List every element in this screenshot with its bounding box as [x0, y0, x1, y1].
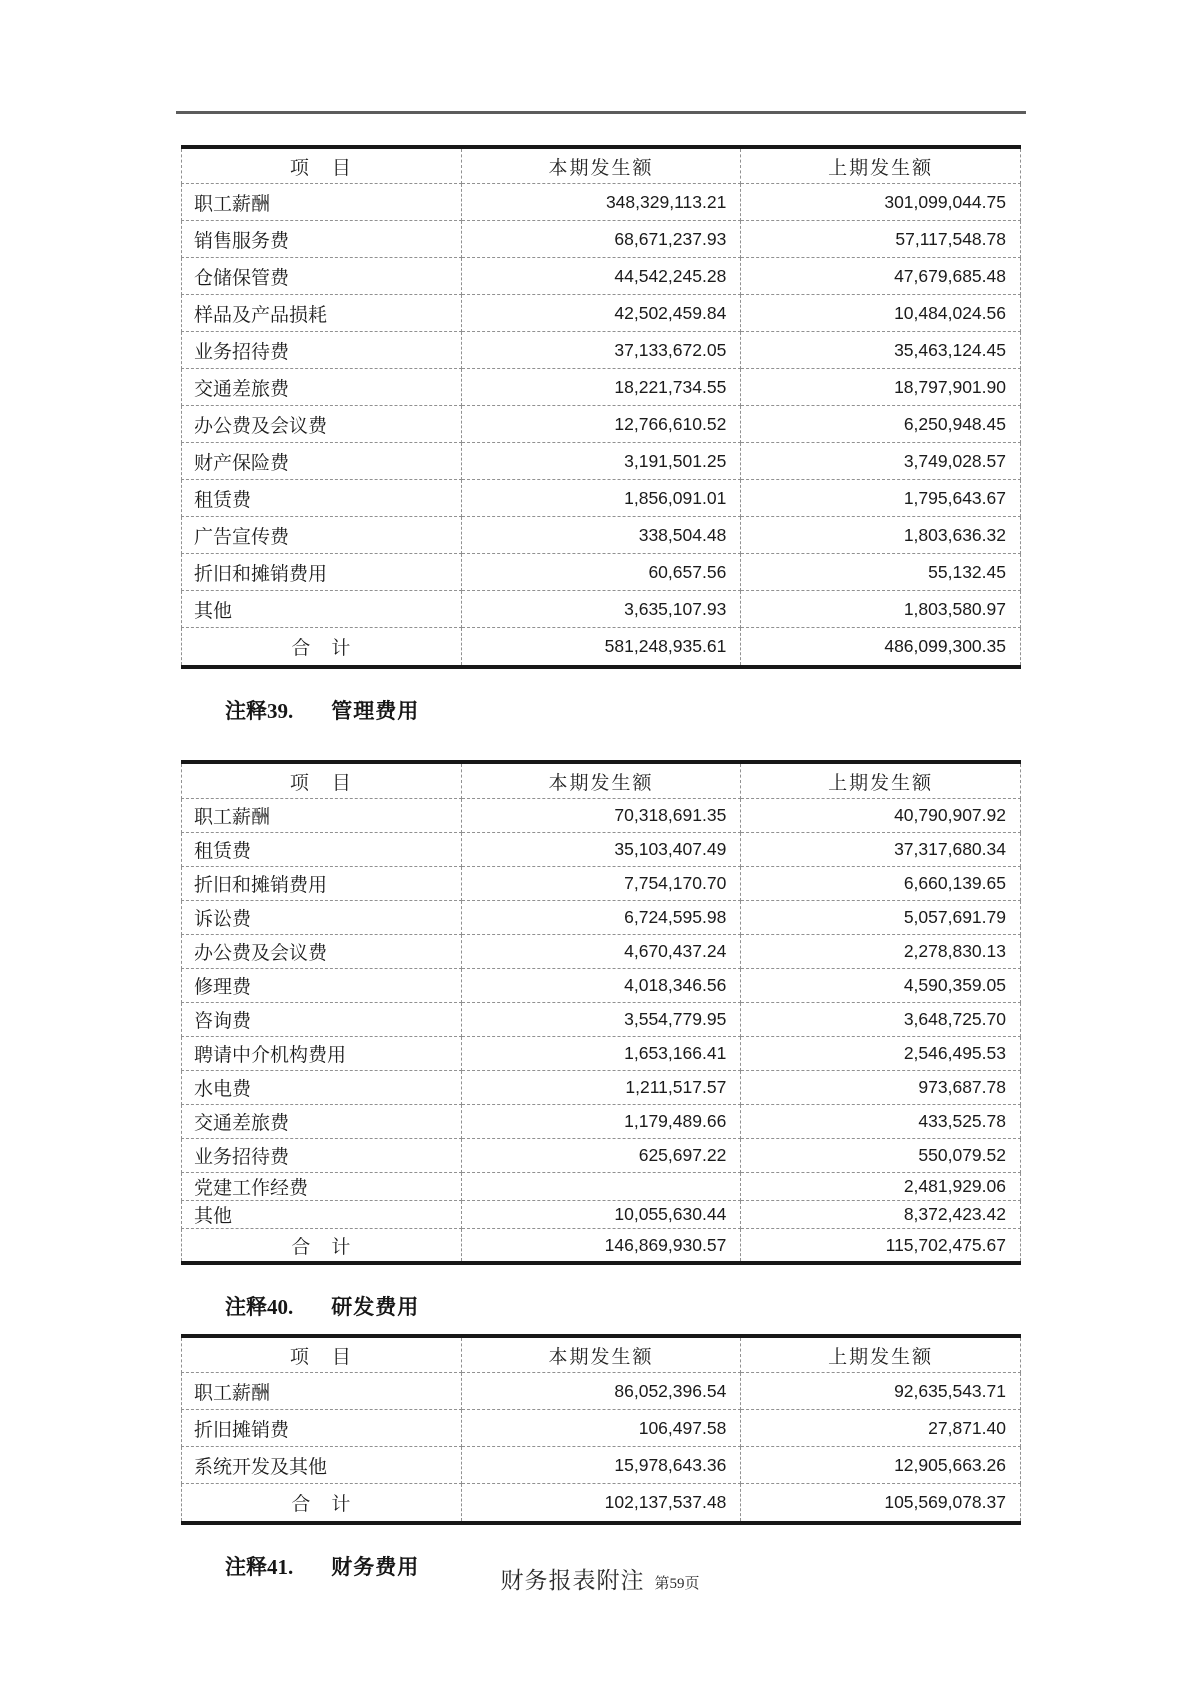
rd-expenses-table	[181, 1334, 1021, 1525]
item-label: 仓储保管费	[182, 258, 462, 295]
table-row	[182, 901, 1021, 935]
document-body	[181, 145, 1021, 1582]
current-amount: 106,497.58	[461, 1410, 741, 1447]
table-row	[182, 1173, 1021, 1201]
total-row	[182, 1484, 1021, 1524]
page-header-rule	[176, 111, 1026, 114]
prior-amount: 6,660,139.65	[741, 867, 1021, 901]
table-row	[182, 517, 1021, 554]
note-number: 注释41.	[225, 1555, 294, 1579]
table-row	[182, 867, 1021, 901]
prior-amount: 301,099,044.75	[741, 184, 1021, 221]
prior-amount: 973,687.78	[741, 1071, 1021, 1105]
item-label: 财产保险费	[182, 443, 462, 480]
column-header-current-period: 本期发生额	[461, 762, 741, 799]
current-amount: 4,018,346.56	[461, 969, 741, 1003]
current-amount: 3,554,779.95	[461, 1003, 741, 1037]
current-amount: 581,248,935.61	[461, 628, 741, 668]
item-label: 业务招待费	[182, 332, 462, 369]
admin-expenses-table	[181, 760, 1021, 1265]
table-header-row	[182, 147, 1021, 184]
table-row	[182, 443, 1021, 480]
item-label: 职工薪酬	[182, 799, 462, 833]
column-header-prior-period: 上期发生额	[741, 147, 1021, 184]
item-label: 折旧和摊销费用	[182, 867, 462, 901]
item-label: 党建工作经费	[182, 1173, 462, 1201]
note-title: 研发费用	[331, 1295, 420, 1319]
column-header-item: 项 目	[182, 147, 462, 184]
current-amount: 37,133,672.05	[461, 332, 741, 369]
item-label: 租赁费	[182, 833, 462, 867]
note-number: 注释40.	[225, 1295, 294, 1319]
prior-amount: 3,749,028.57	[741, 443, 1021, 480]
prior-amount: 550,079.52	[741, 1139, 1021, 1173]
current-amount: 7,754,170.70	[461, 867, 741, 901]
table-row	[182, 554, 1021, 591]
current-amount: 3,635,107.93	[461, 591, 741, 628]
item-label: 租赁费	[182, 480, 462, 517]
selling-expenses-detail-table	[181, 145, 1021, 669]
prior-amount: 35,463,124.45	[741, 332, 1021, 369]
prior-amount: 57,117,548.78	[741, 221, 1021, 258]
footer-page-number: 第59页	[654, 1576, 700, 1592]
item-label: 诉讼费	[182, 901, 462, 935]
current-amount: 15,978,643.36	[461, 1447, 741, 1484]
item-label: 办公费及会议费	[182, 406, 462, 443]
prior-amount: 3,648,725.70	[741, 1003, 1021, 1037]
current-amount: 625,697.22	[461, 1139, 741, 1173]
prior-amount: 55,132.45	[741, 554, 1021, 591]
item-label: 水电费	[182, 1071, 462, 1105]
column-header-current-period: 本期发生额	[461, 1336, 741, 1373]
item-label: 系统开发及其他	[182, 1447, 462, 1484]
item-label: 职工薪酬	[182, 1373, 462, 1410]
prior-amount: 486,099,300.35	[741, 628, 1021, 668]
table-row	[182, 480, 1021, 517]
table-row	[182, 591, 1021, 628]
prior-amount: 27,871.40	[741, 1410, 1021, 1447]
item-label: 合 计	[182, 1229, 462, 1264]
current-amount: 86,052,396.54	[461, 1373, 741, 1410]
footer-doc-title: 财务报表附注	[500, 1568, 645, 1593]
item-label: 其他	[182, 1201, 462, 1229]
table-row	[182, 969, 1021, 1003]
prior-amount: 4,590,359.05	[741, 969, 1021, 1003]
item-label: 合 计	[182, 628, 462, 668]
item-label: 交通差旅费	[182, 1105, 462, 1139]
current-amount: 4,670,437.24	[461, 935, 741, 969]
item-label: 职工薪酬	[182, 184, 462, 221]
note-39	[181, 697, 1021, 726]
prior-amount: 5,057,691.79	[741, 901, 1021, 935]
table-row	[182, 1071, 1021, 1105]
current-amount: 146,869,930.57	[461, 1229, 741, 1264]
prior-amount: 2,546,495.53	[741, 1037, 1021, 1071]
current-amount: 1,211,517.57	[461, 1071, 741, 1105]
table-row	[182, 406, 1021, 443]
total-row	[182, 628, 1021, 668]
item-label: 办公费及会议费	[182, 935, 462, 969]
item-label: 咨询费	[182, 1003, 462, 1037]
table-row	[182, 258, 1021, 295]
current-amount: 1,179,489.66	[461, 1105, 741, 1139]
prior-amount: 37,317,680.34	[741, 833, 1021, 867]
current-amount: 12,766,610.52	[461, 406, 741, 443]
page-footer	[0, 1562, 1200, 1595]
table-row	[182, 1447, 1021, 1484]
item-label: 修理费	[182, 969, 462, 1003]
prior-amount: 115,702,475.67	[741, 1229, 1021, 1264]
table-row	[182, 221, 1021, 258]
current-amount: 18,221,734.55	[461, 369, 741, 406]
column-header-item: 项 目	[182, 762, 462, 799]
item-label: 合 计	[182, 1484, 462, 1524]
item-label: 折旧摊销费	[182, 1410, 462, 1447]
table-row	[182, 369, 1021, 406]
current-amount: 6,724,595.98	[461, 901, 741, 935]
prior-amount: 10,484,024.56	[741, 295, 1021, 332]
item-label: 业务招待费	[182, 1139, 462, 1173]
note-title: 财务费用	[331, 1555, 420, 1579]
table-row	[182, 799, 1021, 833]
item-label: 样品及产品损耗	[182, 295, 462, 332]
prior-amount: 1,803,636.32	[741, 517, 1021, 554]
current-amount: 42,502,459.84	[461, 295, 741, 332]
table-row	[182, 1003, 1021, 1037]
prior-amount: 433,525.78	[741, 1105, 1021, 1139]
prior-amount: 18,797,901.90	[741, 369, 1021, 406]
note-40	[181, 1293, 1021, 1322]
prior-amount: 47,679,685.48	[741, 258, 1021, 295]
current-amount: 70,318,691.35	[461, 799, 741, 833]
item-label: 销售服务费	[182, 221, 462, 258]
prior-amount: 105,569,078.37	[741, 1484, 1021, 1524]
current-amount: 102,137,537.48	[461, 1484, 741, 1524]
current-amount: 338,504.48	[461, 517, 741, 554]
table-row	[182, 295, 1021, 332]
table-row	[182, 332, 1021, 369]
table-row	[182, 833, 1021, 867]
item-label: 聘请中介机构费用	[182, 1037, 462, 1071]
column-header-prior-period: 上期发生额	[741, 762, 1021, 799]
table-row	[182, 184, 1021, 221]
prior-amount: 2,481,929.06	[741, 1173, 1021, 1201]
item-label: 其他	[182, 591, 462, 628]
item-label: 折旧和摊销费用	[182, 554, 462, 591]
current-amount: 60,657.56	[461, 554, 741, 591]
table-row	[182, 1105, 1021, 1139]
table-row	[182, 1201, 1021, 1229]
table-row	[182, 1410, 1021, 1447]
current-amount: 348,329,113.21	[461, 184, 741, 221]
table-row	[182, 1037, 1021, 1071]
table-row	[182, 1139, 1021, 1173]
prior-amount: 6,250,948.45	[741, 406, 1021, 443]
current-amount: 1,856,091.01	[461, 480, 741, 517]
prior-amount: 12,905,663.26	[741, 1447, 1021, 1484]
item-label: 交通差旅费	[182, 369, 462, 406]
current-amount: 44,542,245.28	[461, 258, 741, 295]
prior-amount: 8,372,423.42	[741, 1201, 1021, 1229]
current-amount: 68,671,237.93	[461, 221, 741, 258]
table-header-row	[182, 1336, 1021, 1373]
prior-amount: 92,635,543.71	[741, 1373, 1021, 1410]
table-row	[182, 935, 1021, 969]
column-header-prior-period: 上期发生额	[741, 1336, 1021, 1373]
prior-amount: 2,278,830.13	[741, 935, 1021, 969]
current-amount: 10,055,630.44	[461, 1201, 741, 1229]
current-amount: 35,103,407.49	[461, 833, 741, 867]
column-header-current-period: 本期发生额	[461, 147, 741, 184]
note-title: 管理费用	[331, 699, 420, 723]
table-header-row	[182, 762, 1021, 799]
table-row	[182, 1373, 1021, 1410]
total-row	[182, 1229, 1021, 1264]
note-number: 注释39.	[225, 699, 294, 723]
current-amount	[461, 1173, 741, 1201]
prior-amount: 1,803,580.97	[741, 591, 1021, 628]
item-label: 广告宣传费	[182, 517, 462, 554]
current-amount: 1,653,166.41	[461, 1037, 741, 1071]
prior-amount: 40,790,907.92	[741, 799, 1021, 833]
current-amount: 3,191,501.25	[461, 443, 741, 480]
prior-amount: 1,795,643.67	[741, 480, 1021, 517]
column-header-item: 项 目	[182, 1336, 462, 1373]
